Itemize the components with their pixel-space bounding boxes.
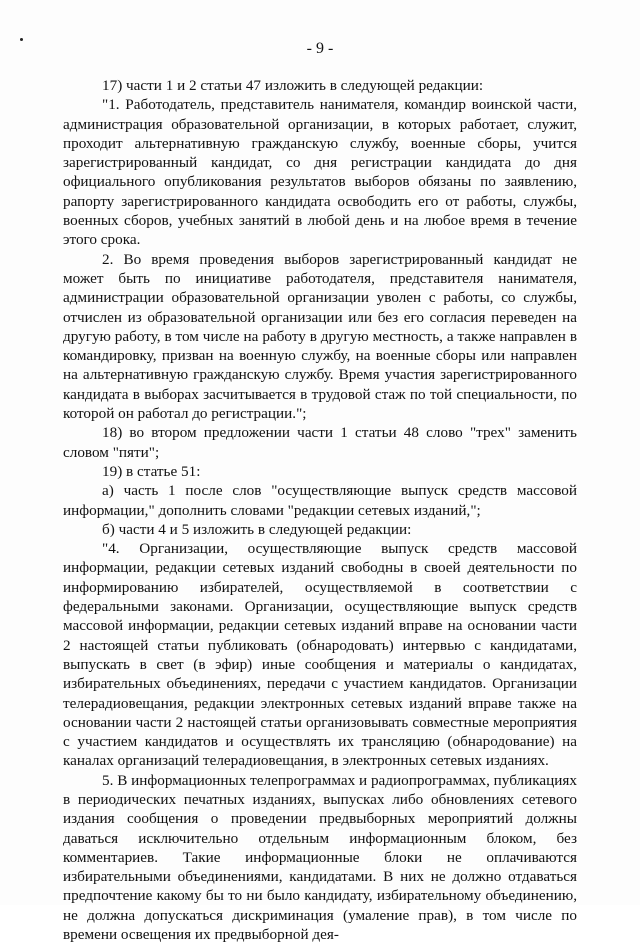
paragraph-sub-b: б) части 4 и 5 изложить в следующей редакции:	[102, 520, 412, 538]
paragraph-part-2: 2. Во время проведения выборов зарегистрированный кандидат не может быть по инициативе работодателя, представителя нанимателя, администрации образовательной организации уволен с работы, со службы, отчислен из образовательной организации или без его согласия переведен на другую работу, в том числе на работу в другую местность, а также направлен в командировку, призван на военную службу, на военные сборы или направлен на альтернативную гражданскую службу. Время участия зарегистрированного кандидата в выборах засчитывается в трудовой стаж по той специальности, по которой он работал до регистрации.";	[63, 250, 577, 423]
paragraph-sub-a: а) часть 1 после слов "осуществляющие выпуск средств массовой информации," дополнить словами "редакции сетевых изданий,";	[63, 482, 577, 519]
paragraph-item-18: 18) во втором предложении части 1 статьи 48 слово "трех" заменить словом "пяти";	[63, 424, 577, 461]
paragraph-part-5: 5. В информационных телепрограммах и радиопрограммах, публикациях в периодических печатных изданиях, выпусках либо обновлениях сетевого издания сообщения о проведении предвыборных мероприятий должны даваться исключительно отдельным информационным блоком, без комментариев. Такие информационные блоки не оплачиваются избирательными объединениями, кандидатами. В них не должно отдаваться предпочтение какому бы то ни было кандидату, избирательному объединению, не должна допускаться дискриминация (умаление прав), в том числе по времени освещения их предвыборной дея-	[63, 771, 577, 944]
paragraph-part-4: "4. Организации, осуществляющие выпуск средств массовой информации, редакции сетевых изданий свободны в своей деятельности по информированию избирателей, осуществляемой в соответствии с федеральными законами. Организации, осуществляющие выпуск средств массовой информации, редакции сетевых изданий вправе на основании части 2 настоящей статьи публиковать (обнародовать) интервью с кандидатами, выпускать в свет (в эфир) иные сообщения и материалы о кандидатах, избирательных объединениях, передачи с участием кандидатов. Организации телерадиовещания, редакции электронных сетевых изданий вправе также на основании части 2 настоящей статьи организовывать совместные мероприятия с участием кандидатов и осуществлять их трансляцию (обнародование) на каналах организаций телерадиовещания, в электронных сетевых изданиях.	[63, 540, 577, 770]
document-body	[63, 76, 577, 944]
paragraph-item-19: 19) в статье 51:	[102, 462, 201, 480]
paragraph-item-17: 17) части 1 и 2 статьи 47 изложить в следующей редакции:	[102, 77, 484, 94]
paragraph-part-1: "1. Работодатель, представитель нанимателя, командир воинской части, администрация образовательной организации, в которых работает, служит, проходит альтернативную гражданскую службу, военные сборы, учится зарегистрированный кандидат, со дня регистрации кандидата до дня официального опубликования результатов выборов обязаны по заявлению, рапорту зарегистрированного кандидата освободить его от работы, службы, военных сборов, учебных занятий в любой день и на любое время в течение этого срока.	[63, 96, 577, 249]
page-number: - 9 -	[306, 40, 334, 57]
